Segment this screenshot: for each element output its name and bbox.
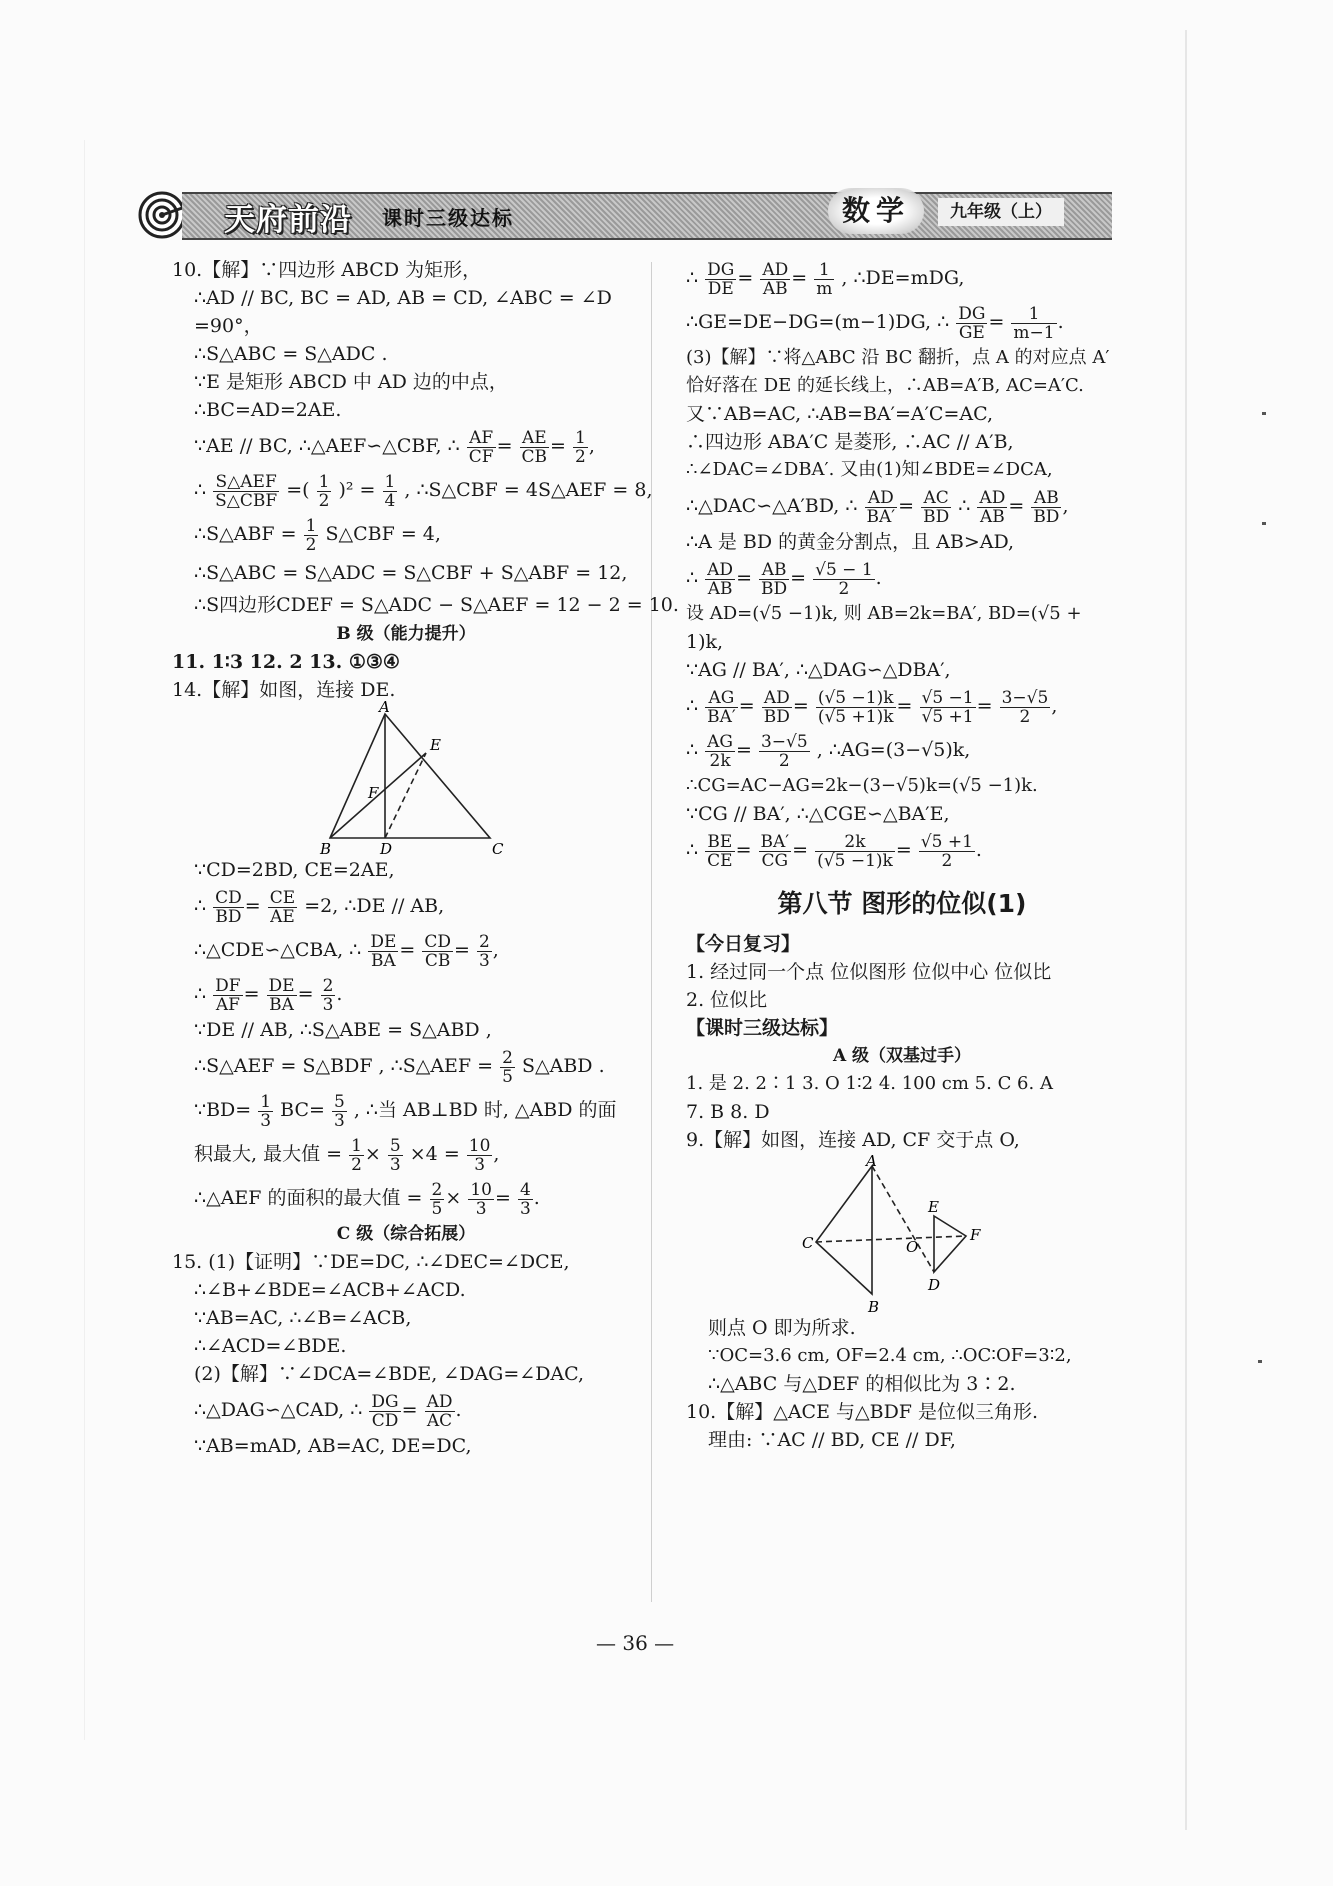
answer-line: 1. 经过同一个点 位似图形 位似中心 位似比 xyxy=(686,961,1052,983)
page-edge xyxy=(1185,30,1187,1830)
answer-line: 积最大, 最大值 = $\frac{1}{2}$ × $\frac{5}{3}$ ×4 = $\frac{10}{3}$ , xyxy=(194,1135,500,1175)
denominator: (√5 +1)k xyxy=(817,706,894,727)
answer-line: 1. 是 2. 2∶1 3. O 1∶2 4. 100 cm 5. C 6. A xyxy=(686,1073,1053,1094)
text: , ∴AG=(3−√5)k, xyxy=(816,739,971,761)
left-column xyxy=(172,256,679,1460)
text: ∴S△ABF = xyxy=(194,523,297,545)
answer-line: 2. 位似比 xyxy=(686,989,768,1011)
text: , ∴当 AB⊥BD 时, △ABD 的面 xyxy=(353,1099,617,1121)
answer-line: ∵DE // AB, ∴S△ABE = S△ABD , xyxy=(194,1019,492,1041)
fraction xyxy=(368,933,398,970)
fraction xyxy=(705,733,735,770)
answer-line: ∴△DAC∽△A′BD, ∴ $\frac{AD}{BA'}$ = $\frac{AC}{BD}$ ∴ $\frac{AD}{AB}$ = $\frac{AB}{BD}$ , xyxy=(686,487,1069,527)
answer-line xyxy=(172,512,640,556)
answer-line: ∴ $\frac{DG}{DE}$ = $\frac{AD}{AB}$ = $\frac{1}{m}$ , ∴DE=mDG, xyxy=(686,259,965,299)
fraction xyxy=(430,1181,445,1218)
numerator: AD xyxy=(426,1391,453,1412)
fraction xyxy=(815,833,895,870)
denominator: 2 xyxy=(941,850,953,871)
fraction xyxy=(759,561,789,598)
text: ∵AE // BC, ∴△AEF∽△CBF, ∴ xyxy=(194,435,460,457)
page-number: — 36 — xyxy=(596,1631,675,1655)
text: ∴△DAC∽△A′BD, ∴ xyxy=(686,495,858,517)
text: , ∴DE=mDG, xyxy=(841,267,965,289)
answer-line: 则点 O 即为所求. xyxy=(708,1317,856,1339)
numerator: 2 xyxy=(478,931,490,952)
denominator: BD xyxy=(763,706,790,727)
right-column xyxy=(686,256,1118,1454)
numerator: 3−√5 xyxy=(760,731,808,752)
numerator: 1 xyxy=(305,515,317,536)
fraction xyxy=(1011,305,1056,342)
answer-line: ∴ $\frac{AD}{AB}$ = $\frac{AB}{BD}$ = $\frac{√5 - 1}{2}$ . xyxy=(686,559,882,599)
text: ∴ xyxy=(958,495,971,517)
denominator: AB xyxy=(707,578,733,599)
answer-line: ∴S△ABC = S△ADC . xyxy=(194,343,388,365)
text: S△ABD . xyxy=(522,1055,605,1077)
denominator: BA′ xyxy=(866,506,896,527)
numerator: AB xyxy=(759,561,789,580)
denominator: AC xyxy=(426,1410,453,1431)
text: ∵BD= xyxy=(194,1099,252,1121)
denominator: CE xyxy=(707,850,733,871)
denominator: BD xyxy=(1033,506,1060,527)
label-e: E xyxy=(430,736,441,754)
text: ∴ xyxy=(194,479,207,501)
denominator: AB xyxy=(979,506,1005,527)
brand-title: 天府前沿 xyxy=(224,202,352,238)
fraction xyxy=(332,1093,347,1130)
denominator: 2 xyxy=(838,578,850,599)
fraction xyxy=(321,977,336,1014)
fraction xyxy=(349,1137,364,1174)
label-a: A xyxy=(866,1152,877,1170)
subject-label: 数学 xyxy=(828,188,924,234)
numerator: 2 xyxy=(502,1047,513,1068)
denominator: AE xyxy=(270,906,295,927)
numerator: BE xyxy=(705,833,734,852)
page-header xyxy=(138,184,1116,242)
label-f: F xyxy=(368,784,379,802)
fraction xyxy=(317,473,332,510)
numerator: 1 xyxy=(814,261,834,280)
denominator: 2 xyxy=(575,446,586,467)
fraction xyxy=(705,261,736,298)
fraction xyxy=(762,689,792,726)
numerator: √5 +1 xyxy=(920,831,973,852)
denominator: 2k xyxy=(709,750,731,771)
fraction xyxy=(760,261,790,298)
answer-line: ∴△AEF 的面积的最大值 = $\frac{2}{5}$ × $\frac{10}{3}$ = $\frac{4}{3}$ . xyxy=(194,1179,540,1219)
answer-line: ∴ $\frac{DF}{AF}$ = $\frac{DE}{BA}$ = $\frac{2}{3}$ . xyxy=(194,975,343,1015)
answer-line: ∵AB=AC, ∴∠B=∠ACB, xyxy=(194,1307,412,1329)
numerator: CD xyxy=(215,887,242,908)
answer-line: ∴ $\frac{AG}{2k}$ = $\frac{3-√5}{2}$ , ∴AG=(3−√5)k, xyxy=(686,731,971,771)
text: ∴ xyxy=(686,839,699,861)
label-c: C xyxy=(492,840,504,858)
text: )² = xyxy=(338,479,376,501)
fraction xyxy=(759,733,810,770)
denominator: BD xyxy=(215,906,242,927)
text: 积最大, 最大值 = xyxy=(194,1143,343,1165)
numerator: 1 xyxy=(260,1091,272,1112)
numerator: BA′ xyxy=(760,831,790,852)
numerator: 1 xyxy=(351,1135,362,1156)
denominator: 4 xyxy=(384,490,396,511)
fraction xyxy=(1031,489,1061,526)
grade-label: 九年级（上） xyxy=(938,198,1064,226)
fraction xyxy=(813,561,875,598)
answer-line: ∴S△ABC = S△ADC = S△CBF + S△ABF = 12, xyxy=(194,562,628,584)
text: ∴ xyxy=(686,567,699,589)
answer-line: ∴AD // BC, BC = AD, AB = CD, ∠ABC = ∠D xyxy=(194,287,612,309)
label-f: F xyxy=(970,1226,981,1244)
answer-line: ∴ $\frac{AG}{BA'}$ = $\frac{AD}{BD}$ = $\frac{(√5 -1)k}{(√5 +1)k}$ = $\frac{√5 -1}{√5 +1}$ = $\frac{3-√5}{2}$ , xyxy=(686,687,1058,727)
text: ∴S△AEF = S△BDF , ∴S△AEF = xyxy=(194,1055,494,1077)
answer-line: 15. (1)【证明】∵DE=DC, ∴∠DEC=∠DCE, xyxy=(172,1251,570,1273)
level-heading: C 级（综合拓展） xyxy=(336,1224,476,1244)
numerator: S△AEF xyxy=(213,473,279,492)
denominator: m−1 xyxy=(1013,322,1055,343)
numerator: AD xyxy=(707,559,734,580)
level-heading: B 级（能力提升） xyxy=(336,624,476,644)
answer-line: =90°， xyxy=(194,315,263,337)
answer-line: ∴四边形 ABA′C 是菱形, ∴AC // A′B, xyxy=(686,431,1014,453)
denominator: DE xyxy=(707,278,734,299)
fraction xyxy=(1000,689,1051,726)
scan-speck xyxy=(1262,522,1266,525)
fraction xyxy=(705,689,738,726)
denominator: S△CBF xyxy=(215,490,278,511)
fraction xyxy=(518,1181,533,1218)
text: ∴ xyxy=(194,983,207,1005)
text: ∴△DAG∽△CAD, ∴ xyxy=(194,1399,363,1421)
answer-line: 9.【解】如图，连接 AD, CF 交于点 O, xyxy=(686,1129,1020,1151)
numerator: AG xyxy=(705,689,738,708)
answer-line: ∴BC=AD=2AE. xyxy=(194,399,342,421)
fraction xyxy=(865,489,898,526)
text: , ∴S△CBF = 4S△AEF = 8, xyxy=(404,479,653,501)
answer-line: ∴A 是 BD 的黄金分割点，且 AB>AD, xyxy=(686,531,1015,553)
fraction xyxy=(467,1137,493,1174)
text: ∴△AEF 的面积的最大值 = xyxy=(194,1187,423,1209)
denominator: GE xyxy=(958,322,985,343)
answer-line: ∵CD=2BD, CE=2AE, xyxy=(194,859,395,881)
fraction xyxy=(369,1393,400,1430)
label-d: D xyxy=(928,1276,941,1294)
scan-speck xyxy=(1262,412,1266,415)
segment-ad xyxy=(872,1166,934,1272)
series-title: 课时三级达标 xyxy=(382,206,514,230)
numerator: 5 xyxy=(389,1135,401,1156)
fraction xyxy=(422,933,453,970)
fraction xyxy=(920,689,976,726)
answer-line: ∴ $\frac{BE}{CE}$ = $\frac{BA'}{CG}$ = $\frac{2k}{(√5 -1)k}$ = $\frac{√5 +1}{2}$ . xyxy=(686,831,982,871)
text: S△CBF = 4, xyxy=(325,523,441,545)
denominator: AF xyxy=(215,994,240,1015)
page-edge xyxy=(84,140,85,1740)
answer-line: ∴△CDE∽△CBA, ∴ $\frac{DE}{BA}$ = $\frac{CD}{CB}$ = $\frac{2}{3}$ , xyxy=(194,931,499,971)
text: ∴ xyxy=(686,695,699,717)
section-title: 第八节 图形的位似(1) xyxy=(777,889,1027,918)
denominator: BD xyxy=(761,578,788,599)
numerator: 10 xyxy=(470,1179,492,1200)
numerator: DF xyxy=(215,975,241,996)
denominator: 3 xyxy=(322,994,334,1015)
denominator: CD xyxy=(371,1410,399,1431)
label-b: B xyxy=(868,1298,880,1316)
fraction xyxy=(977,489,1007,526)
denominator: 5 xyxy=(502,1066,513,1087)
denominator: m xyxy=(816,278,833,299)
numerator: AC xyxy=(921,489,951,508)
fraction xyxy=(213,889,244,926)
denominator: BA xyxy=(370,950,396,971)
numerator: AD xyxy=(762,259,789,280)
answer-line: ∴CG=AC−AG=2k−(3−√5)k=(√5 −1)k. xyxy=(686,775,1038,796)
answer-line: (2)【解】∵∠DCA=∠BDE, ∠DAG=∠DAC, xyxy=(194,1363,585,1385)
numerator: √5 − 1 xyxy=(815,559,873,580)
denominator: BD xyxy=(923,506,950,527)
denominator: (√5 −1)k xyxy=(817,850,893,871)
numerator: 1 xyxy=(384,471,396,492)
numerator: 5 xyxy=(333,1091,345,1112)
answer-line: 7. B 8. D xyxy=(686,1101,770,1123)
answer-line: ∵CG // BA′, ∴△CGE∽△BA′E, xyxy=(686,803,950,825)
answer-line: 11. 1∶3 12. 2 13. ①③④ xyxy=(172,651,400,673)
denominator: 3 xyxy=(474,1154,486,1175)
denominator: CF xyxy=(468,446,494,467)
label-a: A xyxy=(379,698,390,716)
triangle-def xyxy=(934,1216,966,1272)
text: ∴ xyxy=(194,895,207,917)
fraction xyxy=(267,977,297,1014)
denominator: 3 xyxy=(475,1198,487,1219)
homothety-figure xyxy=(686,1154,1118,1314)
fraction xyxy=(816,689,896,726)
numerator: AE xyxy=(520,429,550,448)
denominator: 3 xyxy=(333,1110,345,1131)
numerator: 4 xyxy=(519,1179,531,1200)
segment-de xyxy=(385,753,426,838)
fraction xyxy=(258,1093,273,1130)
numerator: 2k xyxy=(815,833,895,852)
numerator: 1 xyxy=(575,427,586,448)
fraction xyxy=(921,489,951,526)
text: ∴GE=DE−DG=(m−1)DG, ∴ xyxy=(686,311,950,333)
fraction xyxy=(500,1049,515,1086)
answer-line: ∵AG // BA′, ∴△DAG∽△DBA′, xyxy=(686,659,951,681)
answer-line: 理由: ∵AC // BD, CE // DF, xyxy=(708,1429,956,1451)
denominator: BA xyxy=(269,994,294,1015)
answer-line: 恰好落在 DE 的延长线上，∴AB=A′B, AC=A′C. xyxy=(686,375,1084,396)
answer-line: ∵AB=mAD, AB=AC, DE=DC, xyxy=(194,1435,472,1457)
review-heading: 【今日复习】 xyxy=(686,933,801,955)
label-c: C xyxy=(802,1234,814,1252)
denominator: CB xyxy=(521,446,548,467)
answer-line: ∴ $\frac{CD}{BD}$ = $\frac{CE}{AE}$ =2, ∴DE // AB, xyxy=(194,887,445,927)
answer-line: 设 AD=(√5 −1)k, 则 AB=2k=BA′, BD=(√5 + xyxy=(686,603,1082,624)
numerator: AD xyxy=(865,489,898,508)
numerator: DG xyxy=(958,303,986,324)
denominator: 3 xyxy=(478,950,490,971)
answer-line: ∴△DAG∽△CAD, ∴ $\frac{DG}{CD}$ = $\frac{AD}{AC}$ . xyxy=(194,1391,462,1431)
fraction xyxy=(520,429,550,466)
fraction xyxy=(705,833,734,870)
label-o: O xyxy=(906,1238,919,1256)
numerator: √5 −1 xyxy=(921,687,974,708)
denominator: CG xyxy=(761,850,789,871)
text: =2, ∴DE // AB, xyxy=(304,895,445,917)
denominator: 3 xyxy=(260,1110,272,1131)
numerator: 10 xyxy=(468,1135,491,1156)
fraction xyxy=(388,1137,403,1174)
numerator: DG xyxy=(707,259,735,280)
numerator: 2 xyxy=(431,1179,443,1200)
text: ∴△CDE∽△CBA, ∴ xyxy=(194,939,362,961)
answer-line xyxy=(172,468,653,512)
denominator: 3 xyxy=(389,1154,401,1175)
scan-speck xyxy=(1258,1360,1262,1363)
answer-line: ∵E 是矩形 ABCD 中 AD 边的中点， xyxy=(194,371,508,393)
numerator: AG xyxy=(707,731,733,752)
answer-line: (3)【解】∵将△ABC 沿 BC 翻折，点 A 的对应点 A′ xyxy=(686,347,1110,368)
denominator: 3 xyxy=(519,1198,531,1219)
denominator: 2 xyxy=(351,1154,362,1175)
numerator: 1 xyxy=(1011,305,1056,324)
drill-heading: 【课时三级达标】 xyxy=(686,1017,839,1039)
numerator: 3−√5 xyxy=(1001,687,1049,708)
answer-line: ∴GE=DE−DG=(m−1)DG, ∴ $\frac{DG}{GE}$ = $\frac{1}{m-1}$ . xyxy=(686,303,1064,343)
triangle-abc xyxy=(330,714,490,838)
numerator: AB xyxy=(1031,489,1061,508)
answer-line: ∴S四边形CDEF = S△ADC − S△AEF = 12 − 2 = 10. xyxy=(194,594,679,616)
denominator: 2 xyxy=(778,750,790,771)
label-d: D xyxy=(380,840,393,858)
numerator: CD xyxy=(424,931,451,952)
denominator: √5 +1 xyxy=(921,706,974,727)
numerator: DE xyxy=(370,931,397,952)
fraction xyxy=(213,977,242,1014)
answer-line: 14.【解】如图，连接 DE. xyxy=(172,679,396,701)
answer-line: ∴∠ACD=∠BDE. xyxy=(194,1335,347,1357)
text: ∴ xyxy=(686,267,699,289)
text: =( xyxy=(286,479,310,501)
fraction xyxy=(759,833,792,870)
triangle-figure-1 xyxy=(172,698,640,858)
denominator: 5 xyxy=(431,1198,443,1219)
answer-line: ∵OC=3.6 cm, OF=2.4 cm, ∴OC∶OF=3∶2, xyxy=(708,1345,1072,1366)
answer-line: ∴∠DAC=∠DBA′. 又由(1)知∠BDE=∠DCA, xyxy=(686,459,1053,480)
numerator: AF xyxy=(467,429,496,448)
fraction xyxy=(919,833,975,870)
answer-line xyxy=(172,1088,640,1132)
label-e: E xyxy=(928,1198,939,1216)
text: ∴ xyxy=(686,739,699,761)
numerator: (√5 −1)k xyxy=(817,687,894,708)
numerator: DE xyxy=(268,975,295,996)
answer-line xyxy=(172,1044,640,1088)
numerator: 1 xyxy=(318,471,330,492)
answer-line: 又∵AB=AC, ∴AB=BA′=A′C=AC, xyxy=(686,403,993,425)
fraction xyxy=(705,561,735,598)
denominator: 2 xyxy=(1019,706,1031,727)
numerator: AD xyxy=(762,689,792,708)
fraction xyxy=(468,1181,494,1218)
answer-line: ∵AE // BC, ∴△AEF∽△CBF, ∴ $\frac{AF}{CF}$ = $\frac{AE}{CB}$ = $\frac{1}{2}$ , xyxy=(194,427,595,467)
triangle-abc xyxy=(816,1166,872,1294)
fraction xyxy=(467,429,496,466)
label-b: B xyxy=(320,840,332,858)
fraction xyxy=(477,933,492,970)
numerator: CE xyxy=(269,887,296,908)
text: BC= xyxy=(280,1099,325,1121)
denominator: AB xyxy=(762,278,788,299)
answer-line: 10.【解】△ACE 与△BDF 是位似三角形. xyxy=(686,1401,1039,1423)
numerator: 2 xyxy=(322,975,334,996)
denominator: CB xyxy=(424,950,451,971)
fraction xyxy=(304,517,319,554)
fraction xyxy=(383,473,398,510)
answer-line: 1)k, xyxy=(686,631,724,653)
target-icon xyxy=(138,190,188,240)
denominator: 2 xyxy=(318,490,330,511)
fraction xyxy=(268,889,297,926)
answer-line: ∴∠B+∠BDE=∠ACB+∠ACD. xyxy=(194,1279,466,1301)
denominator: BA′ xyxy=(707,706,736,727)
fraction xyxy=(573,429,588,466)
fraction xyxy=(425,1393,455,1430)
level-heading: A 级（双基过手） xyxy=(832,1046,972,1066)
fraction xyxy=(814,261,834,298)
column-divider xyxy=(651,262,652,1602)
numerator: DG xyxy=(371,1391,399,1412)
answer-line: 10.【解】∵四边形 ABCD 为矩形， xyxy=(172,259,482,281)
numerator: AD xyxy=(979,487,1006,508)
answer-line: ∴△ABC 与△DEF 的相似比为 3∶2. xyxy=(708,1373,1016,1395)
segment-cf xyxy=(816,1236,966,1242)
text: ×4 = xyxy=(409,1143,460,1165)
fraction xyxy=(213,473,279,510)
denominator: 2 xyxy=(305,534,317,555)
fraction xyxy=(956,305,987,342)
